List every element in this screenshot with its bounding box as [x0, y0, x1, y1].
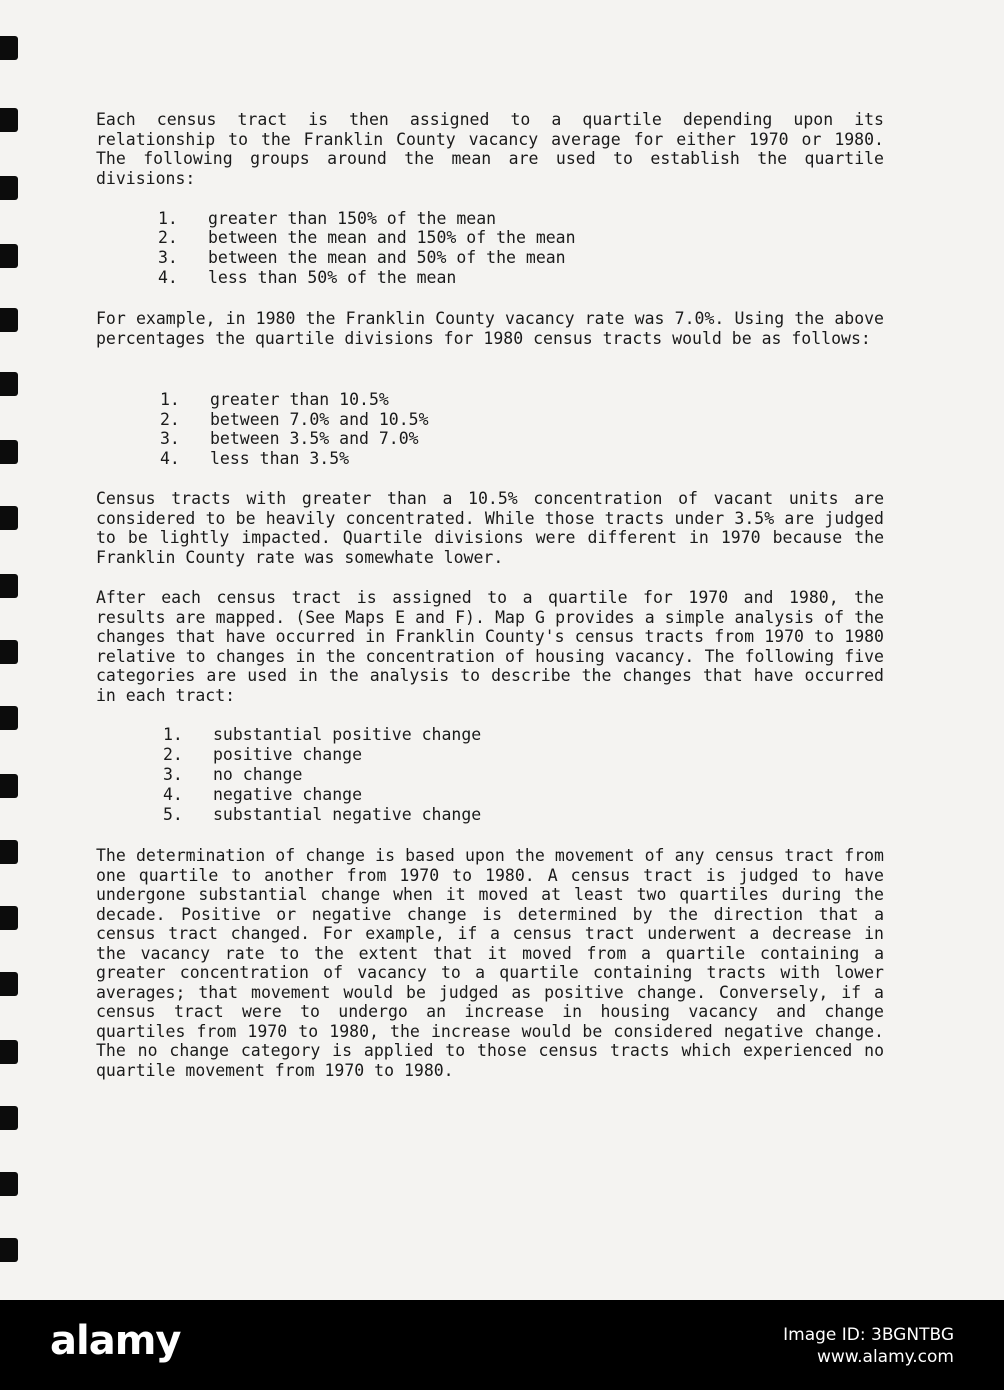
- list-text: between 7.0% and 10.5%: [210, 410, 429, 429]
- list-text: substantial negative change: [213, 805, 482, 824]
- binding-ring: [0, 108, 18, 132]
- paragraph-text: The determination of change is based upon the movement of any census tract from one quartile to another from 1970 to 1980. A census tract is judged to have undergone substantial change when it moved at least two quartiles during the decade. Positive or negative change is determined by the direction that a census tract changed. For example, if a census tract underwent a decrease in the vacancy rate to the extent that it moved from a quartile containing a greater concentration of vacancy to a quartile containing tracts with lower averages; that movement would be judged as positive change. Conversely, if a census tract were to undergo an increase in housing vacancy and change quartiles from 1970 to 1980, the increase would be considered negative change. The no change category is applied to those census tracts which experienced no quartile movement from 1970 to 1980.: [96, 846, 884, 1080]
- list-text: between the mean and 50% of the mean: [208, 248, 566, 267]
- list-number: 5.: [163, 805, 183, 824]
- list-number: 2.: [160, 410, 180, 429]
- list-number: 3.: [163, 765, 183, 784]
- list-number: 4.: [158, 268, 178, 287]
- list-text: negative change: [213, 785, 363, 804]
- binding-ring: [0, 840, 18, 864]
- list-text: substantial positive change: [213, 725, 482, 744]
- paragraph-quartile-assignment: [96, 110, 884, 188]
- list-item: [160, 390, 389, 410]
- list-number: 1.: [163, 725, 183, 744]
- binding-ring: [0, 308, 18, 332]
- list-text: less than 3.5%: [210, 449, 350, 468]
- binding-ring: [0, 1172, 18, 1196]
- list-number: 1.: [158, 209, 178, 228]
- site-url: www.alamy.com: [816, 1347, 954, 1367]
- list-item: [163, 745, 362, 765]
- list-item: [160, 410, 429, 430]
- binding-ring: [0, 244, 18, 268]
- alamy-logo: alamy: [50, 1318, 181, 1364]
- binding-ring: [0, 574, 18, 598]
- list-text: positive change: [213, 745, 363, 764]
- list-text: greater than 10.5%: [210, 390, 389, 409]
- list-item: [158, 268, 456, 288]
- list-item: [160, 449, 349, 469]
- list-item: [163, 765, 302, 785]
- footer-image-info: [783, 1324, 954, 1368]
- paragraph-text: Each census tract is then assigned to a quartile depending upon its relationship to the Franklin County vacancy average for either 1970 or 1980. The following groups around the mean are used to establish the quartile divisions:: [96, 110, 884, 188]
- list-number: 4.: [163, 785, 183, 804]
- binding-ring: [0, 1106, 18, 1130]
- binding-ring: [0, 706, 18, 730]
- binding-ring: [0, 440, 18, 464]
- list-item: [158, 248, 566, 268]
- paragraph-text: Census tracts with greater than a 10.5% concentration of vacant units are considered to be heavily concentrated. While those tracts under 3.5% are judged to be lightly impacted. Quartile divisions were different in 1970 because the Franklin County rate was somewhate lower.: [96, 489, 884, 567]
- list-item: [163, 805, 481, 825]
- paragraph-example-1980: [96, 309, 884, 348]
- binding-ring: [0, 36, 18, 60]
- binding-ring: [0, 176, 18, 200]
- binding-ring: [0, 1238, 18, 1262]
- paragraph-mapping: [96, 588, 884, 705]
- spiral-binding: [0, 0, 40, 1300]
- binding-ring: [0, 372, 18, 396]
- list-text: between 3.5% and 7.0%: [210, 429, 419, 448]
- list-item: [160, 429, 419, 449]
- binding-ring: [0, 972, 18, 996]
- list-item: [163, 725, 481, 745]
- list-number: 3.: [160, 429, 180, 448]
- list-number: 4.: [160, 449, 180, 468]
- list-text: between the mean and 150% of the mean: [208, 228, 576, 247]
- binding-ring: [0, 640, 18, 664]
- list-text: no change: [213, 765, 303, 784]
- list-number: 2.: [158, 228, 178, 247]
- binding-ring: [0, 1040, 18, 1064]
- binding-ring: [0, 906, 18, 930]
- list-text: less than 50% of the mean: [208, 268, 457, 287]
- binding-ring: [0, 506, 18, 530]
- list-item: [163, 785, 362, 805]
- paragraph-concentration: [96, 489, 884, 567]
- binding-ring: [0, 774, 18, 798]
- list-item: [158, 228, 576, 248]
- list-text: greater than 150% of the mean: [208, 209, 497, 228]
- paragraph-determination: [96, 846, 884, 1080]
- image-id: Image ID: 3BGNTBG: [783, 1325, 954, 1345]
- list-number: 1.: [160, 390, 180, 409]
- stock-footer-bar: [0, 1300, 1004, 1390]
- paragraph-text: For example, in 1980 the Franklin County vacancy rate was 7.0%. Using the above percentages the quartile divisions for 1980 census tracts would be as follows:: [96, 309, 884, 348]
- paragraph-text: After each census tract is assigned to a quartile for 1970 and 1980, the results are mapped. (See Maps E and F). Map G provides a simple analysis of the changes that have occurred in Franklin County's census tracts from 1970 to 1980 relative to changes in the concentration of housing vacancy. The following five categories are used in the analysis to describe the changes that have occurred in each tract:: [96, 588, 884, 705]
- list-number: 3.: [158, 248, 178, 267]
- list-item: [158, 209, 496, 229]
- list-number: 2.: [163, 745, 183, 764]
